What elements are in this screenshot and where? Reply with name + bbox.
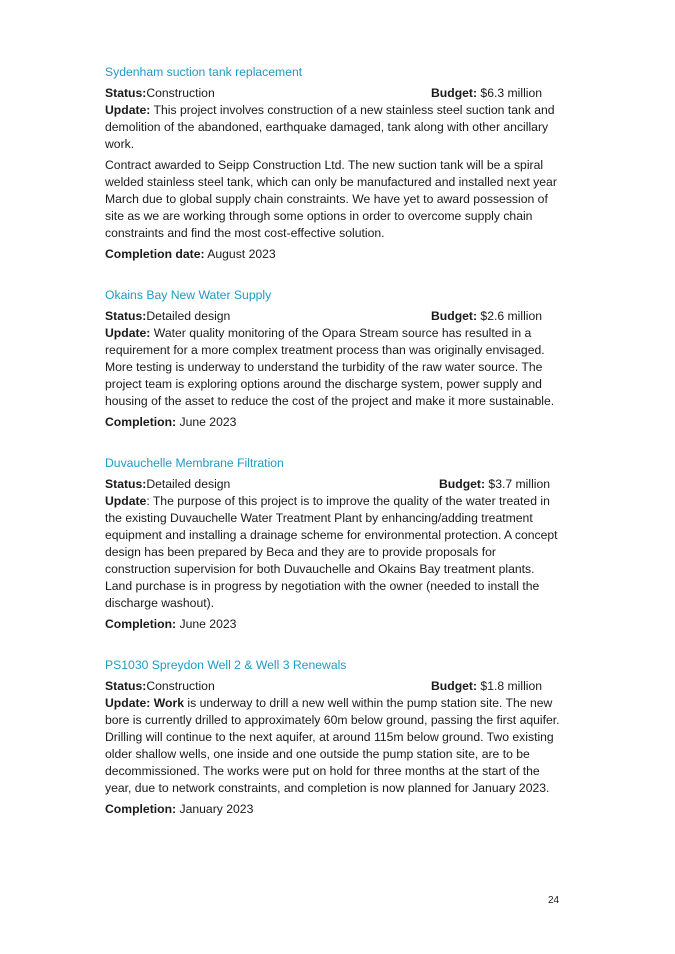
update-text: is underway to drill a new well within the pump station site. The new bore is currently drilled to approximately 60m below ground, passing the first aquifer. Drilling will continue to the next aquifer, at around 115m below ground. Two existing older shallow wells, one inside and one outside the pump station site, are to be decommissioned. The works were put on hold for three months at the start of the year, due to network constraints, and completion is now planned for January 2023. [105,696,560,795]
status-label: Status: [105,86,147,100]
update-text: Water quality monitoring of the Opara Stream source has resulted in a requirement for a more complex treatment process than was originally envisaged. More testing is underway to understand the turbidity of the raw water source. The project team is exploring options around the discharge system, power supply and housing of the asset to reduce the cost of the project and make it more sustainable. [105,326,555,408]
update-paragraph [105,695,563,797]
status-row [105,308,563,325]
budget-label: Budget: [431,309,478,323]
document-page [105,64,563,842]
budget-value: $3.7 million [488,477,551,491]
completion-label: Completion: [105,617,177,631]
section-title: Sydenham suction tank replacement [105,65,303,79]
completion-value: January 2023 [179,802,254,816]
section-title: Okains Bay New Water Supply [105,288,272,302]
status-label: Status: [105,679,147,693]
project-section-okains-bay [105,287,563,431]
completion-row [105,414,563,431]
section-title: PS1030 Spreydon Well 2 & Well 3 Renewals [105,658,347,672]
status-value: Detailed design [146,309,231,323]
extra-paragraph: Contract awarded to Seipp Construction Ltd. The new suction tank will be a spiral welded stainless steel tank, which can only be manufactured and installed next year March due to global supply chain constraints. We have yet to award possession of site as we are working through some options in order to overcome supply chain constraints and find the most cost-effective solution. [105,158,557,240]
update-label: Update [105,494,147,508]
update-label: Update: Work [105,696,184,710]
budget-value: $6.3 million [480,86,543,100]
update-label: Update: [105,326,151,340]
budget [431,85,542,102]
status-label: Status: [105,309,147,323]
project-section-sydenham [105,64,563,263]
status-row [105,476,563,493]
page-number: 24 [548,895,560,906]
completion-value: August 2023 [207,247,276,261]
completion-value: June 2023 [179,617,237,631]
budget-label: Budget: [431,86,478,100]
status-label: Status: [105,477,147,491]
budget-label: Budget: [431,679,478,693]
completion-label: Completion date: [105,247,205,261]
completion-row [105,801,563,818]
update-paragraph [105,493,563,612]
update-text: This project involves construction of a new stainless steel suction tank and demolition of the abandoned, earthquake damaged, tank along with other ancillary work. [105,103,555,151]
budget-value: $2.6 million [480,309,543,323]
section-title: Duvauchelle Membrane Filtration [105,456,284,470]
status-value: Construction [146,86,215,100]
completion-value: June 2023 [179,415,237,429]
project-section-duvauchelle [105,455,563,633]
project-section-spreydon [105,657,563,818]
status-row [105,678,563,695]
update-text: : The purpose of this project is to improve the quality of the water treated in the existing Duvauchelle Water Treatment Plant by enhancing/adding treatment equipment and installing a drainage scheme for environmental protection. A concept design has been prepared by Beca and they are to provide proposals for construction supervision for both Duvauchelle and Okains Bay treatment plants. Land purchase is in progress by negotiation with the owner (needed to install the discharge washout). [105,494,558,610]
budget-value: $1.8 million [480,679,543,693]
completion-row [105,616,563,633]
completion-row [105,246,563,263]
budget [431,308,542,325]
status-value: Construction [146,679,215,693]
status-row [105,85,563,102]
status-value: Detailed design [146,477,231,491]
update-label: Update: [105,103,151,117]
completion-label: Completion: [105,415,177,429]
budget-label: Budget: [439,477,486,491]
budget [439,476,550,493]
update-paragraph [105,325,563,410]
completion-label: Completion: [105,802,177,816]
update-paragraph [105,102,563,153]
budget [431,678,542,695]
